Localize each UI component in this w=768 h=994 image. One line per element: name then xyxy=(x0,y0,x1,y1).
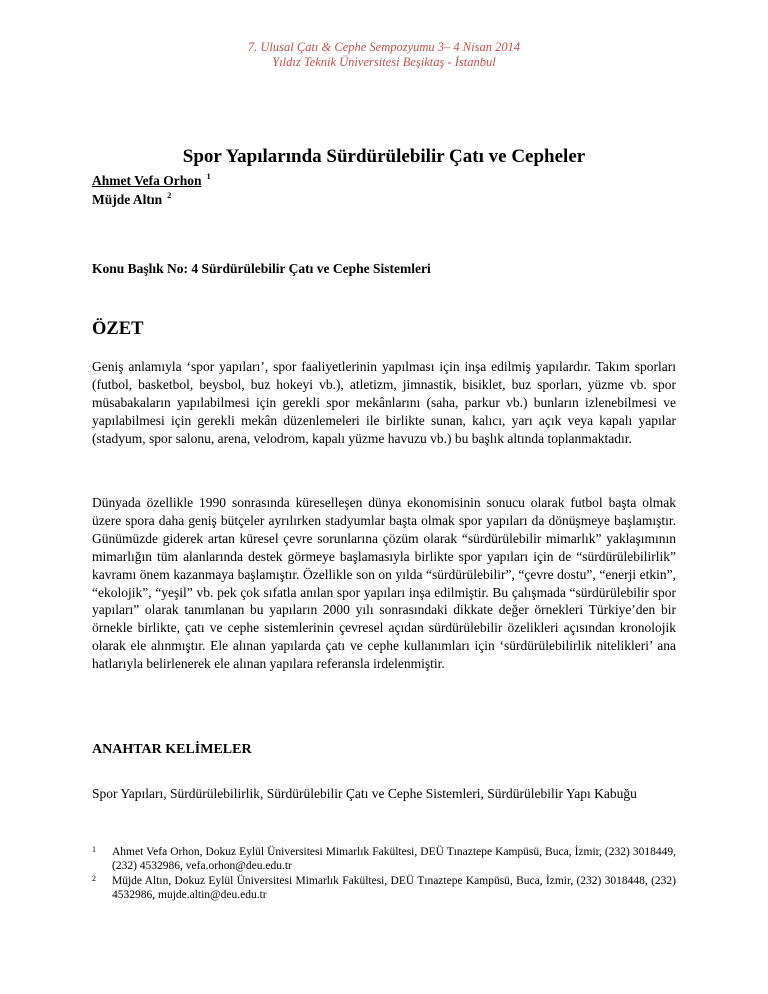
footnotes xyxy=(92,846,676,904)
footnote-text: Müjde Altın, Dokuz Eylül Üniversitesi Mimarlık Fakültesi, DEÜ Tınaztepe Kampüsü, Buca, İzmir, (232) 3018448, (232) 4532986, mujde.altin@deu.edu.tr xyxy=(112,875,676,901)
author-list xyxy=(92,169,211,207)
keywords-text: Spor Yapıları, Sürdürülebilirlik, Sürdürülebilir Çatı ve Cephe Sistemleri, Sürdürülebilir Yapı Kabuğu xyxy=(92,786,637,801)
header-venue-line: Yıldız Teknik Üniversitesi Beşiktaş - İstanbul xyxy=(272,55,496,69)
footnote xyxy=(92,846,676,873)
abstract-heading: ÖZET xyxy=(92,319,144,339)
header-symposium-line: 7. Ulusal Çatı & Cephe Sempozyumu 3– 4 Nisan 2014 xyxy=(247,40,521,54)
author-entry xyxy=(92,188,211,207)
footnote xyxy=(92,875,676,902)
abstract-paragraph: Geniş anlamıyla ‘spor yapıları’, spor faaliyetlerinin yapılması için inşa edilmiş yapılardır. Takım sporları (futbol, basketbol, beysbol, buz hokeyi vb.), atletizm, jimnastik, bisiklet, buz sporları, yüzme vb. spor müsabakaların yapılabilmesi için gerekli spor mekânlarını (saha, parkur vb.) bunların izlenebilmesi ve yapılabilmesi için gerekli mekân düzenlemeleri ile birlikte sunan, kalıcı, yarı açık veya kapalı yapılar (stadyum, spor salonu, arena, velodrom, kapalı yüzme havuzu vb.) bu başlık altında toplanmaktadır. xyxy=(92,359,676,446)
author-entry xyxy=(92,169,211,188)
keywords-heading: ANAHTAR KELİMELER xyxy=(92,742,252,757)
page-header xyxy=(0,40,768,70)
author-footnote-mark: 2 xyxy=(167,190,172,200)
author-name: Ahmet Vefa Orhon xyxy=(92,173,202,188)
paper-title: Spor Yapılarında Sürdürülebilir Çatı ve Cepheler xyxy=(182,146,586,167)
abstract-paragraph: Dünyada özellikle 1990 sonrasında küreselleşen dünya ekonomisinin sonucu olarak futbol başta olmak üzere spora daha geniş bütçeler ayrılırken stadyumlar başta olmak spor yapıları da dönüşmeye başlamıştır. Günümüzde giderek artan küresel çevre sorunlarına çözüm olarak “sürdürülebilir mimarlık” yaklaşımının mimarlığın tüm alanlarında destek görmeye başlamasıyla birlikte spor yapıları için de “sürdürülebilirlik” kavramı önem kazanmaya başlamıştır. Özellikle son on yılda “sürdürülebilir”, “çevre dostu”, “enerji etkin”, “ekolojik”, “yeşil” vb. pek çok sıfatla anılan spor yapıları inşa edilmiştir. Bu çalışmada “sürdürülebilir spor yapıları” olarak tanımlanan bu yapıların 2000 yılı sonrasındaki dikkate değer örnekleri Türkiye’den bir örnekle birlikte, çatı ve cephe sistemlerinin çevresel açıdan sürdürülebilir özelikleri açısından kronolojik olarak ele alınmıştır. Ele alınan yapılarda çatı ve cephe kullanımları için ‘sürdürülebilirlik nitelikleri’ ana hatlarıyla belirlenerek ele alınan yapılara referansla irdelenmiştir. xyxy=(92,495,676,672)
author-name: Müjde Altın xyxy=(92,192,163,207)
topic-line: Konu Başlık No: 4 Sürdürülebilir Çatı ve Cephe Sistemleri xyxy=(92,261,431,276)
footnote-mark: 2 xyxy=(92,874,96,884)
footnote-mark: 1 xyxy=(92,845,96,854)
footnote-text: Ahmet Vefa Orhon, Dokuz Eylül Üniversitesi Mimarlık Fakültesi, DEÜ Tınaztepe Kampüsü, Buca, İzmir, (232) 3018449, (232) 4532986, vefa.orhon@deu.edu.tr xyxy=(112,846,676,872)
author-footnote-mark: 1 xyxy=(206,171,211,181)
